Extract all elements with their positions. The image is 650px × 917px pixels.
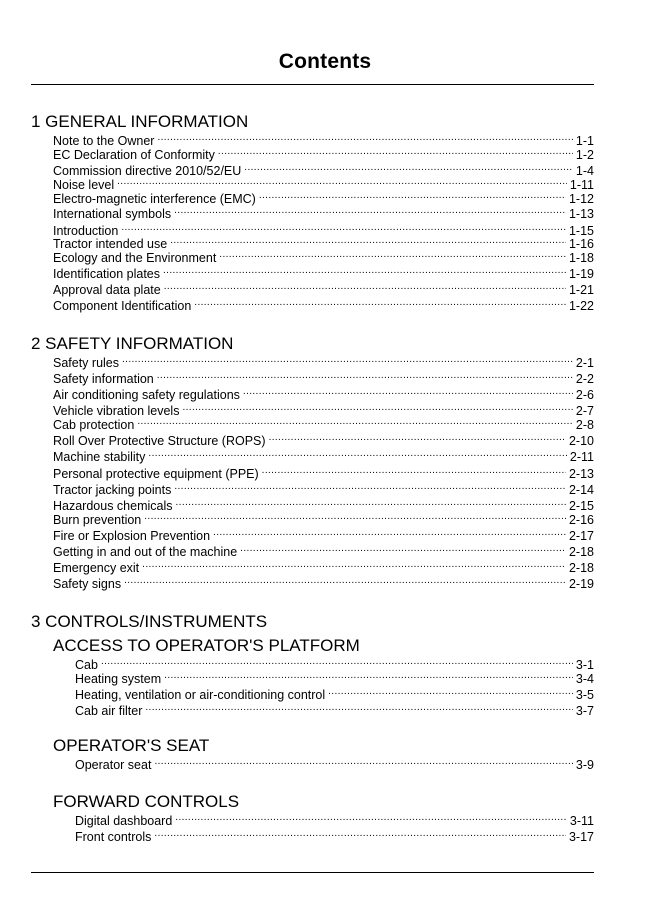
dot-leader: [145, 700, 573, 715]
toc-entry-label: Operator seat: [75, 758, 152, 772]
toc-entry[interactable]: [53, 525, 594, 543]
toc-entry[interactable]: [75, 826, 594, 844]
dot-leader: [328, 684, 573, 699]
toc-entry-label: Fire or Explosion Prevention: [53, 529, 211, 543]
dot-leader: [142, 557, 566, 572]
toc-entry-page: 1-12: [568, 192, 594, 206]
toc-entry-label: Commission directive 2010/52/EU: [53, 164, 242, 178]
toc-entry-page: 3-11: [569, 814, 594, 828]
toc-entry-page: 2-7: [575, 404, 594, 418]
toc-entry[interactable]: [75, 700, 594, 718]
toc-entry-label: Approval data plate: [53, 283, 161, 297]
dot-leader: [154, 826, 566, 841]
subsection-heading-forward-controls: FORWARD CONTROLS: [53, 792, 240, 811]
toc-entry-page: 2-8: [575, 418, 594, 432]
toc-entry-label: Heating, ventilation or air-conditioning control: [75, 688, 326, 702]
toc-entry-label: Heating system: [75, 672, 162, 686]
toc-entry-label: EC Declaration of Conformity: [53, 148, 215, 162]
toc-entry-page: 2-10: [568, 434, 594, 448]
toc-entry-page: 1-19: [568, 267, 594, 281]
dot-leader: [269, 430, 566, 445]
toc-entry[interactable]: [75, 668, 594, 686]
toc-entry-label: Getting in and out of the machine: [53, 545, 238, 559]
dot-leader: [262, 463, 566, 478]
toc-entry-page: 3-17: [568, 830, 594, 844]
dot-leader: [164, 279, 566, 294]
toc-entry[interactable]: [53, 573, 594, 591]
dot-leader: [148, 446, 567, 461]
dot-leader: [243, 384, 573, 399]
toc-entry-page: 2-13: [568, 467, 594, 481]
toc-entry[interactable]: [53, 144, 594, 162]
toc-entry[interactable]: [53, 495, 594, 513]
toc-entry-label: Electro-magnetic interference (EMC): [53, 192, 256, 206]
toc-entry-page: 1-4: [575, 164, 594, 178]
toc-entry-page: 3-9: [575, 758, 594, 772]
toc-entry-label: Cab air filter: [75, 704, 143, 718]
dot-leader: [101, 654, 573, 669]
toc-entry-label: Cab protection: [53, 418, 135, 432]
dot-leader: [144, 509, 566, 524]
toc-entry-label: Personal protective equipment (PPE): [53, 467, 259, 481]
toc-entry-page: 1-1: [575, 134, 594, 148]
toc-entry-page: 3-5: [575, 688, 594, 702]
toc-entry-page: 1-2: [575, 148, 594, 162]
dot-leader: [157, 130, 572, 145]
toc-entry-page: 3-1: [575, 658, 594, 672]
toc-entry[interactable]: [53, 263, 594, 281]
toc-entry-label: Tractor intended use: [53, 237, 168, 251]
toc-entry-label: Component Identification: [53, 299, 192, 313]
toc-entry[interactable]: [53, 479, 594, 497]
dot-leader: [194, 295, 566, 310]
toc-entry[interactable]: [53, 130, 594, 148]
toc-entry-label: Ecology and the Environment: [53, 251, 217, 265]
toc-entry-page: 2-15: [568, 499, 594, 513]
toc-entry-label: Air conditioning safety regulations: [53, 388, 240, 402]
dot-leader: [175, 810, 567, 825]
dot-leader: [170, 233, 566, 248]
toc-entry[interactable]: [75, 754, 594, 772]
toc-entry-page: 1-22: [568, 299, 594, 313]
dot-leader: [137, 414, 573, 429]
subsection-heading-operators-seat: OPERATOR'S SEAT: [53, 736, 210, 755]
toc-entry[interactable]: [53, 188, 594, 206]
toc-entry[interactable]: [53, 203, 594, 221]
dot-leader: [182, 400, 572, 415]
toc-entry-label: Emergency exit: [53, 561, 140, 575]
toc-entry[interactable]: [53, 233, 594, 251]
toc-entry-page: 2-18: [568, 545, 594, 559]
toc-entry[interactable]: [53, 446, 594, 464]
toc-entry-page: 2-19: [568, 577, 594, 591]
toc-entry-label: Burn prevention: [53, 513, 142, 527]
toc-entry-page: 1-13: [568, 207, 594, 221]
dot-leader: [218, 144, 573, 159]
toc-entry[interactable]: [53, 160, 594, 178]
toc-entry-page: 2-14: [568, 483, 594, 497]
subsection-heading-access-to-operators-platform: ACCESS TO OPERATOR'S PLATFORM: [53, 636, 360, 655]
toc-entry-label: Tractor jacking points: [53, 483, 172, 497]
dot-leader: [176, 495, 566, 510]
toc-entry-label: Introduction: [53, 224, 119, 238]
page-title: Contents: [278, 50, 372, 73]
toc-entry-page: 2-17: [568, 529, 594, 543]
toc-entry[interactable]: [53, 247, 594, 265]
toc-entry[interactable]: [53, 352, 594, 370]
toc-entry-page: 1-21: [568, 283, 594, 297]
toc-entry-page: 1-18: [568, 251, 594, 265]
toc-entry[interactable]: [53, 509, 594, 527]
toc-entry-page: 2-11: [569, 450, 594, 464]
toc-entry-page: 2-18: [568, 561, 594, 575]
toc-entry-page: 3-7: [575, 704, 594, 718]
toc-entry-label: Front controls: [75, 830, 152, 844]
toc-entry-label: Note to the Owner: [53, 134, 155, 148]
toc-entry-page: 2-1: [575, 356, 594, 370]
dot-leader: [240, 541, 566, 556]
section-heading-safety-information: 2 SAFETY INFORMATION: [31, 334, 234, 353]
toc-entry-label: Safety rules: [53, 356, 120, 370]
toc-entry[interactable]: [53, 384, 594, 402]
dot-leader: [122, 352, 573, 367]
toc-entry[interactable]: [53, 430, 594, 448]
toc-entry-label: Machine stability: [53, 450, 146, 464]
toc-entry[interactable]: [53, 414, 594, 432]
dot-leader: [124, 573, 566, 588]
bottom-divider: [31, 872, 594, 873]
toc-entry[interactable]: [53, 400, 594, 418]
toc-entry-label: Identification plates: [53, 267, 161, 281]
toc-entry-label: Safety information: [53, 372, 154, 386]
toc-entry-page: 1-16: [568, 237, 594, 251]
toc-entry-label: Vehicle vibration levels: [53, 404, 180, 418]
toc-entry[interactable]: [75, 684, 594, 702]
toc-entry[interactable]: [53, 174, 594, 192]
toc-entry[interactable]: [53, 541, 594, 559]
toc-entry-page: 3-4: [575, 672, 594, 686]
toc-entry-label: Safety signs: [53, 577, 122, 591]
toc-entry[interactable]: [75, 654, 594, 672]
toc-entry-page: 2-16: [568, 513, 594, 527]
toc-entry-label: Noise level: [53, 178, 115, 192]
toc-entry[interactable]: [53, 295, 594, 313]
section-heading-controls-instruments: 3 CONTROLS/INSTRUMENTS: [31, 612, 268, 631]
dot-leader: [213, 525, 566, 540]
dot-leader: [154, 754, 572, 769]
toc-entry[interactable]: [53, 557, 594, 575]
toc-entry[interactable]: [75, 810, 594, 828]
toc-entry-label: Roll Over Protective Structure (ROPS): [53, 434, 266, 448]
toc-entry[interactable]: [53, 279, 594, 297]
toc-entry-label: Hazardous chemicals: [53, 499, 173, 513]
toc-entry-page: 1-15: [568, 224, 594, 238]
toc-entry-page: 2-2: [575, 372, 594, 386]
dot-leader: [157, 368, 573, 383]
top-divider: [31, 84, 594, 85]
dot-leader: [244, 160, 573, 175]
toc-entry-label: Cab: [75, 658, 98, 672]
toc-entry-label: International symbols: [53, 207, 172, 221]
toc-entry-label: Digital dashboard: [75, 814, 173, 828]
dot-leader: [117, 174, 567, 189]
toc-entry-page: 2-6: [575, 388, 594, 402]
dot-leader: [163, 263, 566, 278]
dot-leader: [174, 479, 566, 494]
toc-entry[interactable]: [53, 463, 594, 481]
toc-entry-page: 1-11: [569, 178, 594, 192]
section-heading-general-information: 1 GENERAL INFORMATION: [31, 112, 249, 131]
dot-leader: [259, 188, 566, 203]
toc-entry[interactable]: [53, 368, 594, 386]
dot-leader: [174, 203, 566, 218]
dot-leader: [164, 668, 573, 683]
dot-leader: [219, 247, 566, 262]
